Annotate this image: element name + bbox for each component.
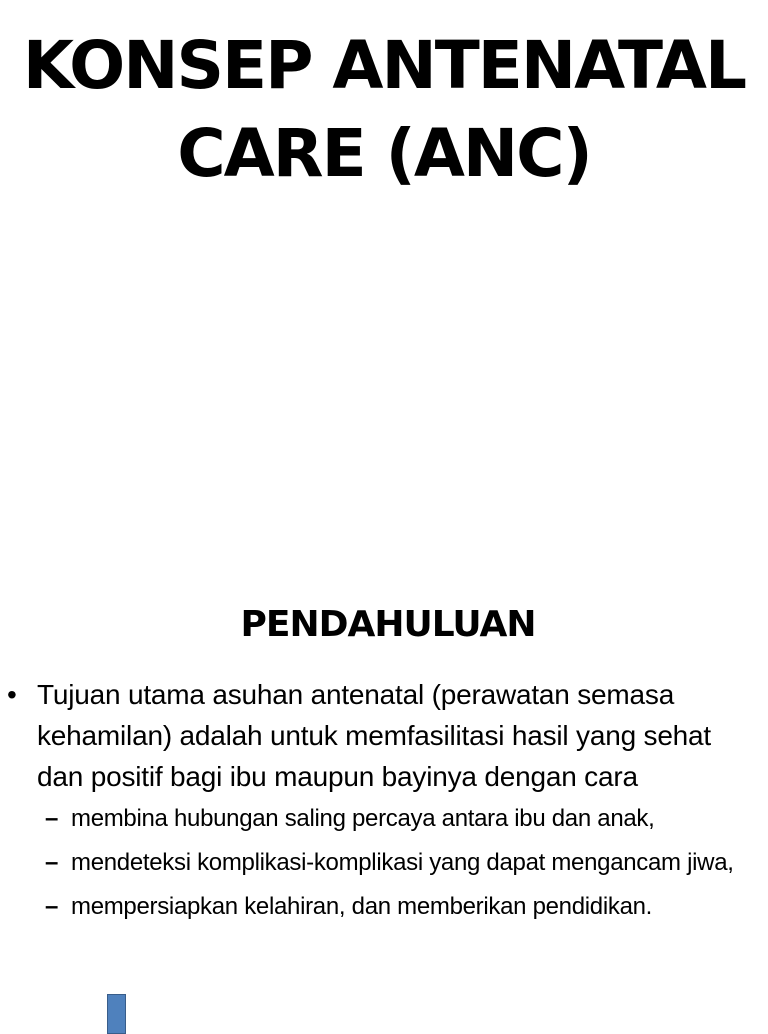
bullet-item (0, 674, 768, 925)
title-line-1: KONSEP ANTENATAL (22, 27, 746, 104)
content-slide (0, 580, 768, 1024)
section-title: PENDAHULUAN (240, 604, 536, 645)
sub-bullet-text: membina hubungan saling percaya antara ibu dan anak, (71, 805, 655, 832)
sub-bullet-item (0, 801, 754, 837)
bullet-text: Tujuan utama asuhan antenatal (perawatan semasa kehamilan) adalah untuk memfasilitasi hasil yang sehat dan positif bagi ibu maupun bayinya dengan cara (37, 679, 712, 792)
sub-bullet-item (0, 845, 754, 881)
blue-rectangle-shape (107, 994, 126, 1034)
dash-marker: – (45, 893, 59, 920)
sub-bullet-list (37, 801, 754, 925)
title-line-2: CARE (ANC) (177, 115, 591, 192)
dash-marker: – (45, 849, 59, 876)
sub-bullet-text: mempersiapkan kelahiran, dan memberikan pendidikan. (71, 893, 653, 920)
dash-marker: – (45, 805, 59, 832)
sub-bullet-text: mendeteksi komplikasi-komplikasi yang dapat mengancam jiwa, (71, 849, 734, 876)
slide-title (0, 22, 768, 198)
sub-bullet-item (0, 889, 754, 925)
bullet-marker: • (7, 679, 17, 710)
bullet-list (0, 674, 768, 933)
